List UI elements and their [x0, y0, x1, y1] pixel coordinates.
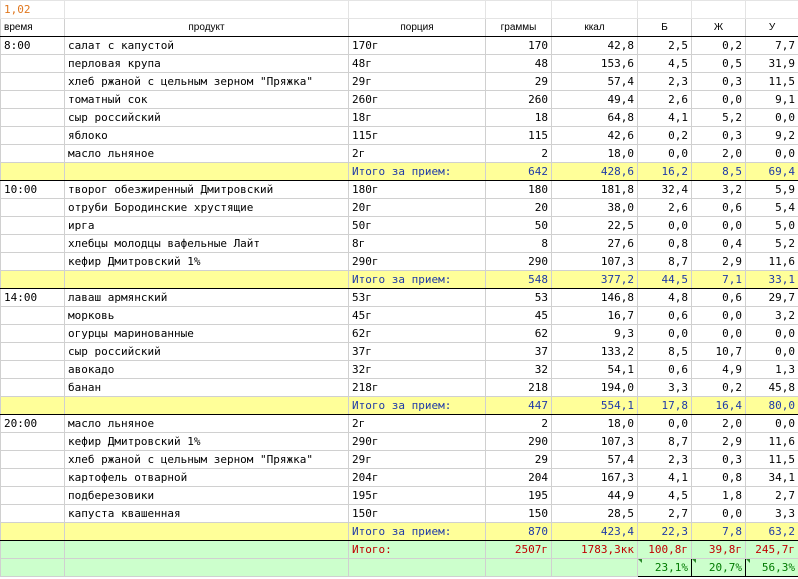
product-cell[interactable]: огурцы маринованные	[65, 325, 349, 343]
cell[interactable]	[1, 235, 65, 253]
table-row	[1, 433, 798, 451]
time-cell[interactable]: 14:00	[1, 289, 65, 307]
kcal-cell[interactable]: 64,8	[552, 109, 638, 127]
subtotal-carbs[interactable]: 33,1	[746, 271, 798, 289]
carbs-cell[interactable]: 0,0	[746, 343, 798, 361]
table-row	[1, 451, 798, 469]
cell[interactable]	[1, 541, 65, 559]
table-row	[1, 253, 798, 271]
kcal-cell[interactable]: 133,2	[552, 343, 638, 361]
portion-cell[interactable]: 18г	[349, 109, 486, 127]
subtotal-protein[interactable]: 44,5	[638, 271, 692, 289]
product-cell[interactable]: салат с капустой	[65, 37, 349, 55]
subtotal-label[interactable]: Итого за прием:	[349, 397, 486, 415]
protein-cell[interactable]: 4,5	[638, 487, 692, 505]
portion-cell[interactable]: 290г	[349, 433, 486, 451]
grams-cell[interactable]: 290	[486, 253, 552, 271]
grams-cell[interactable]: 62	[486, 325, 552, 343]
header-product[interactable]: продукт	[65, 19, 349, 37]
table-row	[1, 199, 798, 217]
subtotal-grams[interactable]: 548	[486, 271, 552, 289]
cell[interactable]	[1, 433, 65, 451]
kcal-cell[interactable]: 28,5	[552, 505, 638, 523]
product-cell[interactable]: подберезовики	[65, 487, 349, 505]
table-row	[1, 361, 798, 379]
table-row	[1, 379, 798, 397]
time-cell[interactable]: 20:00	[1, 415, 65, 433]
product-cell[interactable]: авокадо	[65, 361, 349, 379]
grams-cell[interactable]: 37	[486, 343, 552, 361]
fat-cell[interactable]: 2,0	[692, 415, 746, 433]
header-row	[1, 19, 798, 37]
error-indicator-icon	[638, 559, 642, 563]
kcal-cell[interactable]: 167,3	[552, 469, 638, 487]
cell[interactable]	[1, 199, 65, 217]
cell[interactable]	[349, 559, 486, 577]
product-cell[interactable]: кефир Дмитровский 1%	[65, 433, 349, 451]
kcal-cell[interactable]: 18,0	[552, 415, 638, 433]
header-carbs[interactable]: У	[746, 19, 798, 37]
fat-cell[interactable]: 0,2	[692, 37, 746, 55]
subtotal-fat[interactable]: 7,8	[692, 523, 746, 541]
cell[interactable]	[65, 523, 349, 541]
subtotal-protein[interactable]: 16,2	[638, 163, 692, 181]
table-row	[1, 415, 798, 433]
subtotal-row	[1, 271, 798, 289]
product-cell[interactable]: кефир Дмитровский 1%	[65, 253, 349, 271]
table-row	[1, 307, 798, 325]
top-row	[1, 1, 798, 19]
table-row	[1, 55, 798, 73]
grams-cell[interactable]: 204	[486, 469, 552, 487]
product-cell[interactable]: капуста квашенная	[65, 505, 349, 523]
cell[interactable]	[1, 325, 65, 343]
table-row	[1, 487, 798, 505]
subtotal-fat[interactable]: 7,1	[692, 271, 746, 289]
kcal-cell[interactable]: 194,0	[552, 379, 638, 397]
subtotal-carbs[interactable]: 63,2	[746, 523, 798, 541]
carbs-cell[interactable]: 5,2	[746, 235, 798, 253]
protein-cell[interactable]: 8,5	[638, 343, 692, 361]
carbs-cell[interactable]: 0,0	[746, 415, 798, 433]
cell[interactable]	[1, 271, 65, 289]
protein-cell[interactable]: 4,5	[638, 55, 692, 73]
portion-cell[interactable]: 115г	[349, 127, 486, 145]
grams-cell[interactable]: 50	[486, 217, 552, 235]
protein-cell[interactable]: 2,7	[638, 505, 692, 523]
grams-cell[interactable]: 260	[486, 91, 552, 109]
subtotal-row	[1, 523, 798, 541]
carbs-cell[interactable]: 11,5	[746, 73, 798, 91]
percent-protein[interactable]: 23,1%	[638, 559, 692, 577]
portion-cell[interactable]: 32г	[349, 361, 486, 379]
fat-cell[interactable]: 10,7	[692, 343, 746, 361]
portion-cell[interactable]: 8г	[349, 235, 486, 253]
grams-cell[interactable]: 195	[486, 487, 552, 505]
subtotal-row	[1, 163, 798, 181]
subtotal-fat[interactable]: 16,4	[692, 397, 746, 415]
protein-cell[interactable]: 2,6	[638, 91, 692, 109]
total-protein[interactable]: 100,8г	[638, 541, 692, 559]
cell[interactable]	[1, 451, 65, 469]
subtotal-carbs[interactable]: 69,4	[746, 163, 798, 181]
fat-cell[interactable]: 0,4	[692, 235, 746, 253]
protein-cell[interactable]: 4,1	[638, 109, 692, 127]
grams-cell[interactable]: 53	[486, 289, 552, 307]
fat-cell[interactable]: 0,8	[692, 469, 746, 487]
kcal-cell[interactable]: 42,6	[552, 127, 638, 145]
kcal-cell[interactable]: 153,6	[552, 55, 638, 73]
protein-cell[interactable]: 0,6	[638, 361, 692, 379]
subtotal-label[interactable]: Итого за прием:	[349, 271, 486, 289]
table-row	[1, 109, 798, 127]
portion-cell[interactable]: 37г	[349, 343, 486, 361]
total-carbs[interactable]: 245,7г	[746, 541, 798, 559]
carbs-cell[interactable]: 11,6	[746, 433, 798, 451]
fat-cell[interactable]: 1,8	[692, 487, 746, 505]
table-row	[1, 289, 798, 307]
portion-cell[interactable]: 20г	[349, 199, 486, 217]
portion-cell[interactable]: 48г	[349, 55, 486, 73]
grams-cell[interactable]: 8	[486, 235, 552, 253]
fat-cell[interactable]: 3,2	[692, 181, 746, 199]
grams-cell[interactable]: 18	[486, 109, 552, 127]
percent-row	[1, 559, 798, 577]
kcal-cell[interactable]: 22,5	[552, 217, 638, 235]
carbs-cell[interactable]: 1,3	[746, 361, 798, 379]
kcal-cell[interactable]: 44,9	[552, 487, 638, 505]
cell[interactable]	[1, 253, 65, 271]
error-indicator-icon	[692, 559, 696, 563]
portion-cell[interactable]: 45г	[349, 307, 486, 325]
portion-cell[interactable]: 53г	[349, 289, 486, 307]
fat-cell[interactable]: 0,6	[692, 199, 746, 217]
table-row	[1, 343, 798, 361]
kcal-cell[interactable]: 146,8	[552, 289, 638, 307]
portion-cell[interactable]: 170г	[349, 37, 486, 55]
kcal-cell[interactable]: 9,3	[552, 325, 638, 343]
protein-cell[interactable]: 4,8	[638, 289, 692, 307]
subtotal-protein[interactable]: 17,8	[638, 397, 692, 415]
subtotal-kcal[interactable]: 554,1	[552, 397, 638, 415]
product-cell[interactable]: банан	[65, 379, 349, 397]
kcal-cell[interactable]: 18,0	[552, 145, 638, 163]
grams-cell[interactable]: 45	[486, 307, 552, 325]
cell[interactable]	[486, 559, 552, 577]
cell[interactable]	[1, 343, 65, 361]
carbs-cell[interactable]: 5,0	[746, 217, 798, 235]
carbs-cell[interactable]: 7,7	[746, 37, 798, 55]
subtotal-grams[interactable]: 642	[486, 163, 552, 181]
fat-cell[interactable]: 0,3	[692, 451, 746, 469]
kcal-cell[interactable]: 54,1	[552, 361, 638, 379]
carbs-cell[interactable]: 34,1	[746, 469, 798, 487]
protein-cell[interactable]: 0,8	[638, 235, 692, 253]
carbs-cell[interactable]: 0,0	[746, 109, 798, 127]
cell[interactable]	[1, 469, 65, 487]
cell[interactable]	[1, 361, 65, 379]
subtotal-fat[interactable]: 8,5	[692, 163, 746, 181]
cell[interactable]	[65, 559, 349, 577]
protein-cell[interactable]: 0,0	[638, 325, 692, 343]
subtotal-label[interactable]: Итого за прием:	[349, 523, 486, 541]
subtotal-row	[1, 397, 798, 415]
fat-cell[interactable]: 4,9	[692, 361, 746, 379]
cell[interactable]	[552, 559, 638, 577]
carbs-cell[interactable]: 2,7	[746, 487, 798, 505]
portion-cell[interactable]: 195г	[349, 487, 486, 505]
table-row	[1, 91, 798, 109]
kcal-cell[interactable]: 107,3	[552, 433, 638, 451]
cell[interactable]	[1, 379, 65, 397]
cell[interactable]	[65, 163, 349, 181]
carbs-cell[interactable]: 0,0	[746, 145, 798, 163]
subtotal-protein[interactable]: 22,3	[638, 523, 692, 541]
top-value-cell[interactable]: 1,02	[1, 1, 65, 19]
fat-cell[interactable]: 0,5	[692, 55, 746, 73]
fat-cell[interactable]: 0,0	[692, 505, 746, 523]
grams-cell[interactable]: 290	[486, 433, 552, 451]
product-cell[interactable]: масло льняное	[65, 415, 349, 433]
portion-cell[interactable]: 29г	[349, 73, 486, 91]
cell[interactable]	[1, 73, 65, 91]
fat-cell[interactable]: 2,0	[692, 145, 746, 163]
grams-cell[interactable]: 180	[486, 181, 552, 199]
header-portion[interactable]: порция	[349, 19, 486, 37]
carbs-cell[interactable]: 31,9	[746, 55, 798, 73]
protein-cell[interactable]: 0,0	[638, 217, 692, 235]
protein-cell[interactable]: 2,5	[638, 37, 692, 55]
portion-cell[interactable]: 29г	[349, 451, 486, 469]
carbs-cell[interactable]: 5,4	[746, 199, 798, 217]
total-row	[1, 541, 798, 559]
grams-cell[interactable]: 150	[486, 505, 552, 523]
carbs-cell[interactable]: 9,2	[746, 127, 798, 145]
carbs-cell[interactable]: 11,5	[746, 451, 798, 469]
fat-cell[interactable]: 0,3	[692, 73, 746, 91]
subtotal-grams[interactable]: 870	[486, 523, 552, 541]
subtotal-carbs[interactable]: 80,0	[746, 397, 798, 415]
subtotal-label[interactable]: Итого за прием:	[349, 163, 486, 181]
portion-cell[interactable]: 150г	[349, 505, 486, 523]
cell[interactable]	[65, 271, 349, 289]
fat-cell[interactable]: 0,0	[692, 217, 746, 235]
portion-cell[interactable]: 180г	[349, 181, 486, 199]
header-fat[interactable]: Ж	[692, 19, 746, 37]
grams-cell[interactable]: 2	[486, 145, 552, 163]
cell[interactable]	[1, 109, 65, 127]
total-label[interactable]: Итого:	[349, 541, 486, 559]
carbs-cell[interactable]: 3,2	[746, 307, 798, 325]
kcal-cell[interactable]: 181,8	[552, 181, 638, 199]
percent-carbs[interactable]: 56,3%	[746, 559, 798, 577]
carbs-cell[interactable]: 9,1	[746, 91, 798, 109]
grams-cell[interactable]: 48	[486, 55, 552, 73]
fat-cell[interactable]: 0,0	[692, 91, 746, 109]
table-row	[1, 505, 798, 523]
grams-cell[interactable]: 170	[486, 37, 552, 55]
fat-cell[interactable]: 0,2	[692, 379, 746, 397]
fat-cell[interactable]: 0,0	[692, 307, 746, 325]
product-cell[interactable]: отруби Бородинские хрустящие	[65, 199, 349, 217]
protein-cell[interactable]: 4,1	[638, 469, 692, 487]
table-row	[1, 235, 798, 253]
protein-cell[interactable]: 3,3	[638, 379, 692, 397]
percent-fat[interactable]: 20,7%	[692, 559, 746, 577]
portion-cell[interactable]: 2г	[349, 415, 486, 433]
carbs-cell[interactable]: 11,6	[746, 253, 798, 271]
product-cell[interactable]: хлеб ржаной с цельным зерном "Пряжка"	[65, 73, 349, 91]
grams-cell[interactable]: 29	[486, 73, 552, 91]
kcal-cell[interactable]: 38,0	[552, 199, 638, 217]
portion-cell[interactable]: 204г	[349, 469, 486, 487]
product-cell[interactable]: творог обезжиренный Дмитровский	[65, 181, 349, 199]
header-protein[interactable]: Б	[638, 19, 692, 37]
cell[interactable]	[1, 127, 65, 145]
table-row	[1, 469, 798, 487]
product-cell[interactable]: лаваш армянский	[65, 289, 349, 307]
product-cell[interactable]: яблоко	[65, 127, 349, 145]
protein-cell[interactable]: 32,4	[638, 181, 692, 199]
protein-cell[interactable]: 0,2	[638, 127, 692, 145]
product-cell[interactable]: ирга	[65, 217, 349, 235]
protein-cell[interactable]: 8,7	[638, 433, 692, 451]
cell[interactable]	[1, 307, 65, 325]
cell[interactable]	[65, 541, 349, 559]
portion-cell[interactable]: 218г	[349, 379, 486, 397]
time-cell[interactable]: 10:00	[1, 181, 65, 199]
kcal-cell[interactable]: 107,3	[552, 253, 638, 271]
total-fat[interactable]: 39,8г	[692, 541, 746, 559]
protein-cell[interactable]: 0,0	[638, 415, 692, 433]
protein-cell[interactable]: 0,0	[638, 145, 692, 163]
grams-cell[interactable]: 218	[486, 379, 552, 397]
kcal-cell[interactable]: 49,4	[552, 91, 638, 109]
fat-cell[interactable]: 0,3	[692, 127, 746, 145]
carbs-cell[interactable]: 29,7	[746, 289, 798, 307]
fat-cell[interactable]: 5,2	[692, 109, 746, 127]
product-cell[interactable]: сыр российский	[65, 109, 349, 127]
cell[interactable]	[1, 487, 65, 505]
product-cell[interactable]: сыр российский	[65, 343, 349, 361]
grams-cell[interactable]: 29	[486, 451, 552, 469]
cell[interactable]	[1, 559, 65, 577]
table-row	[1, 145, 798, 163]
portion-cell[interactable]: 290г	[349, 253, 486, 271]
cell[interactable]	[65, 397, 349, 415]
protein-cell[interactable]: 2,3	[638, 73, 692, 91]
portion-cell[interactable]: 260г	[349, 91, 486, 109]
grams-cell[interactable]: 32	[486, 361, 552, 379]
table-row	[1, 181, 798, 199]
kcal-cell[interactable]: 57,4	[552, 451, 638, 469]
error-indicator-icon	[746, 559, 750, 563]
fat-cell[interactable]: 0,0	[692, 325, 746, 343]
total-grams[interactable]: 2507г	[486, 541, 552, 559]
cell[interactable]	[1, 523, 65, 541]
portion-cell[interactable]: 2г	[349, 145, 486, 163]
protein-cell[interactable]: 8,7	[638, 253, 692, 271]
protein-cell[interactable]: 2,3	[638, 451, 692, 469]
table-row	[1, 217, 798, 235]
grams-cell[interactable]: 115	[486, 127, 552, 145]
portion-cell[interactable]: 62г	[349, 325, 486, 343]
header-time[interactable]: время	[1, 19, 65, 37]
table-row	[1, 73, 798, 91]
protein-cell[interactable]: 0,6	[638, 307, 692, 325]
table-row	[1, 127, 798, 145]
kcal-cell[interactable]: 27,6	[552, 235, 638, 253]
protein-cell[interactable]: 2,6	[638, 199, 692, 217]
subtotal-kcal[interactable]: 428,6	[552, 163, 638, 181]
product-cell[interactable]: масло льняное	[65, 145, 349, 163]
subtotal-kcal[interactable]: 423,4	[552, 523, 638, 541]
table-row	[1, 37, 798, 55]
fat-cell[interactable]: 2,9	[692, 433, 746, 451]
header-kcal[interactable]: ккал	[552, 19, 638, 37]
cell[interactable]	[1, 505, 65, 523]
table-row	[1, 325, 798, 343]
subtotal-kcal[interactable]: 377,2	[552, 271, 638, 289]
cell[interactable]	[1, 91, 65, 109]
kcal-cell[interactable]: 57,4	[552, 73, 638, 91]
subtotal-grams[interactable]: 447	[486, 397, 552, 415]
kcal-cell[interactable]: 42,8	[552, 37, 638, 55]
portion-cell[interactable]: 50г	[349, 217, 486, 235]
product-cell[interactable]: картофель отварной	[65, 469, 349, 487]
product-cell[interactable]: хлеб ржаной с цельным зерном "Пряжка"	[65, 451, 349, 469]
carbs-cell[interactable]: 5,9	[746, 181, 798, 199]
fat-cell[interactable]: 0,6	[692, 289, 746, 307]
cell[interactable]	[1, 217, 65, 235]
carbs-cell[interactable]: 3,3	[746, 505, 798, 523]
carbs-cell[interactable]: 45,8	[746, 379, 798, 397]
grams-cell[interactable]: 20	[486, 199, 552, 217]
cell[interactable]	[1, 55, 65, 73]
cell[interactable]	[1, 163, 65, 181]
fat-cell[interactable]: 2,9	[692, 253, 746, 271]
kcal-cell[interactable]: 16,7	[552, 307, 638, 325]
time-cell[interactable]: 8:00	[1, 37, 65, 55]
product-cell[interactable]: морковь	[65, 307, 349, 325]
header-grams[interactable]: граммы	[486, 19, 552, 37]
product-cell[interactable]: томатный сок	[65, 91, 349, 109]
cell[interactable]	[1, 145, 65, 163]
total-kcal[interactable]: 1783,3кк	[552, 541, 638, 559]
carbs-cell[interactable]: 0,0	[746, 325, 798, 343]
product-cell[interactable]: хлебцы молодцы вафельные Лайт	[65, 235, 349, 253]
cell[interactable]	[1, 397, 65, 415]
product-cell[interactable]: перловая крупа	[65, 55, 349, 73]
grams-cell[interactable]: 2	[486, 415, 552, 433]
